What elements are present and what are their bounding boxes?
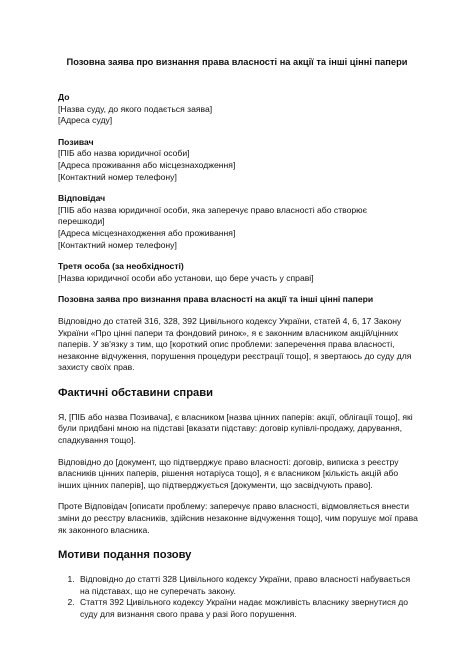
defendant-line: [Адреса місцезнаходження або проживання] — [58, 227, 236, 238]
defendant-line: [ПІБ або назва юридичної особи, яка заперечує право власності або створює — [58, 204, 367, 215]
facts-paragraph: Проте Відповідач [описати проблему: заперечує право власності, відмовляється внести зміни до реєстру власників, здійснив незаконне відчуження тощо], чим порушує мої права як законного власника. — [58, 501, 418, 535]
plaintiff-label: Позивач — [58, 136, 94, 147]
facts-heading: Фактичні обставини справи — [58, 386, 214, 399]
third-party-block — [58, 261, 420, 284]
to-block — [58, 92, 420, 127]
defendant-line: [Контактний номер телефону] — [58, 239, 177, 250]
defendant-block — [58, 193, 420, 251]
defendant-line: перешкоди] — [58, 216, 105, 227]
defendant-label: Відповідач — [58, 193, 106, 204]
motives-list — [58, 574, 420, 620]
to-line: [Назва суду, до якого подається заява] — [58, 103, 213, 114]
document-body — [58, 92, 420, 621]
to-label: До — [58, 92, 70, 102]
facts-paragraph: Я, [ПІБ або назва Позивача], є власником [назва цінних паперів: акції, облігації тощо], які були придбані мною на підставі [вказати підставу: договір купівлі-продажу, дарування, спадкування тощо]. — [58, 411, 413, 446]
third-party-label: Третя особа (за необхідності) — [58, 261, 184, 272]
plaintiff-line: [ПІБ або назва юридичної особи] — [58, 148, 190, 159]
plaintiff-block — [58, 137, 420, 183]
to-line: [Адреса суду] — [58, 115, 113, 126]
intro-paragraph: Відповідно до статей 316, 328, 392 Цивільного кодексу України, статей 4, 6, 17 Закону України «Про цінні папери та фондовий ринок», я є законним власником акцій/цінних паперів. У зв'язку з тим, що [короткий опис проблеми: заперечення права власності, незаконне відчуження, порушення процедури реєстрації тощо], я звертаюсь до суду для захисту своїх прав. — [58, 315, 412, 373]
motives-heading: Мотиви подання позову — [58, 549, 192, 562]
facts-paragraph: Відповідно до [документ, що підтверджує право власності: договір, виписка з реєстру власників цінних паперів, рішення нотаріуса тощо], я є власником [кількість акцій або інших цінних паперів], що підтверджується [документи, що засвідчують право]. — [58, 456, 399, 490]
plaintiff-line: [Контактний номер телефону] — [58, 171, 177, 182]
claim-heading: Позовна заява про визнання права власності на акції та інші цінні папери — [58, 294, 374, 305]
third-party-line: [Назва юридичної особи або установи, що бере участь у справі] — [58, 272, 314, 283]
plaintiff-line: [Адреса проживання або місцезнаходження] — [58, 159, 236, 170]
list-item: 1. Відповідно до статті 328 Цивільного кодексу України, право власності набувається на підставах, що не суперечать закону. — [77, 574, 420, 597]
list-item: 2. Стаття 392 Цивільного кодексу України надає можливість власнику звернутися до суду для визнання свого права у разі його порушення. — [77, 597, 420, 620]
document-title: Позовна заява про визнання права власності на акції та інші цінні папери — [66, 57, 408, 67]
